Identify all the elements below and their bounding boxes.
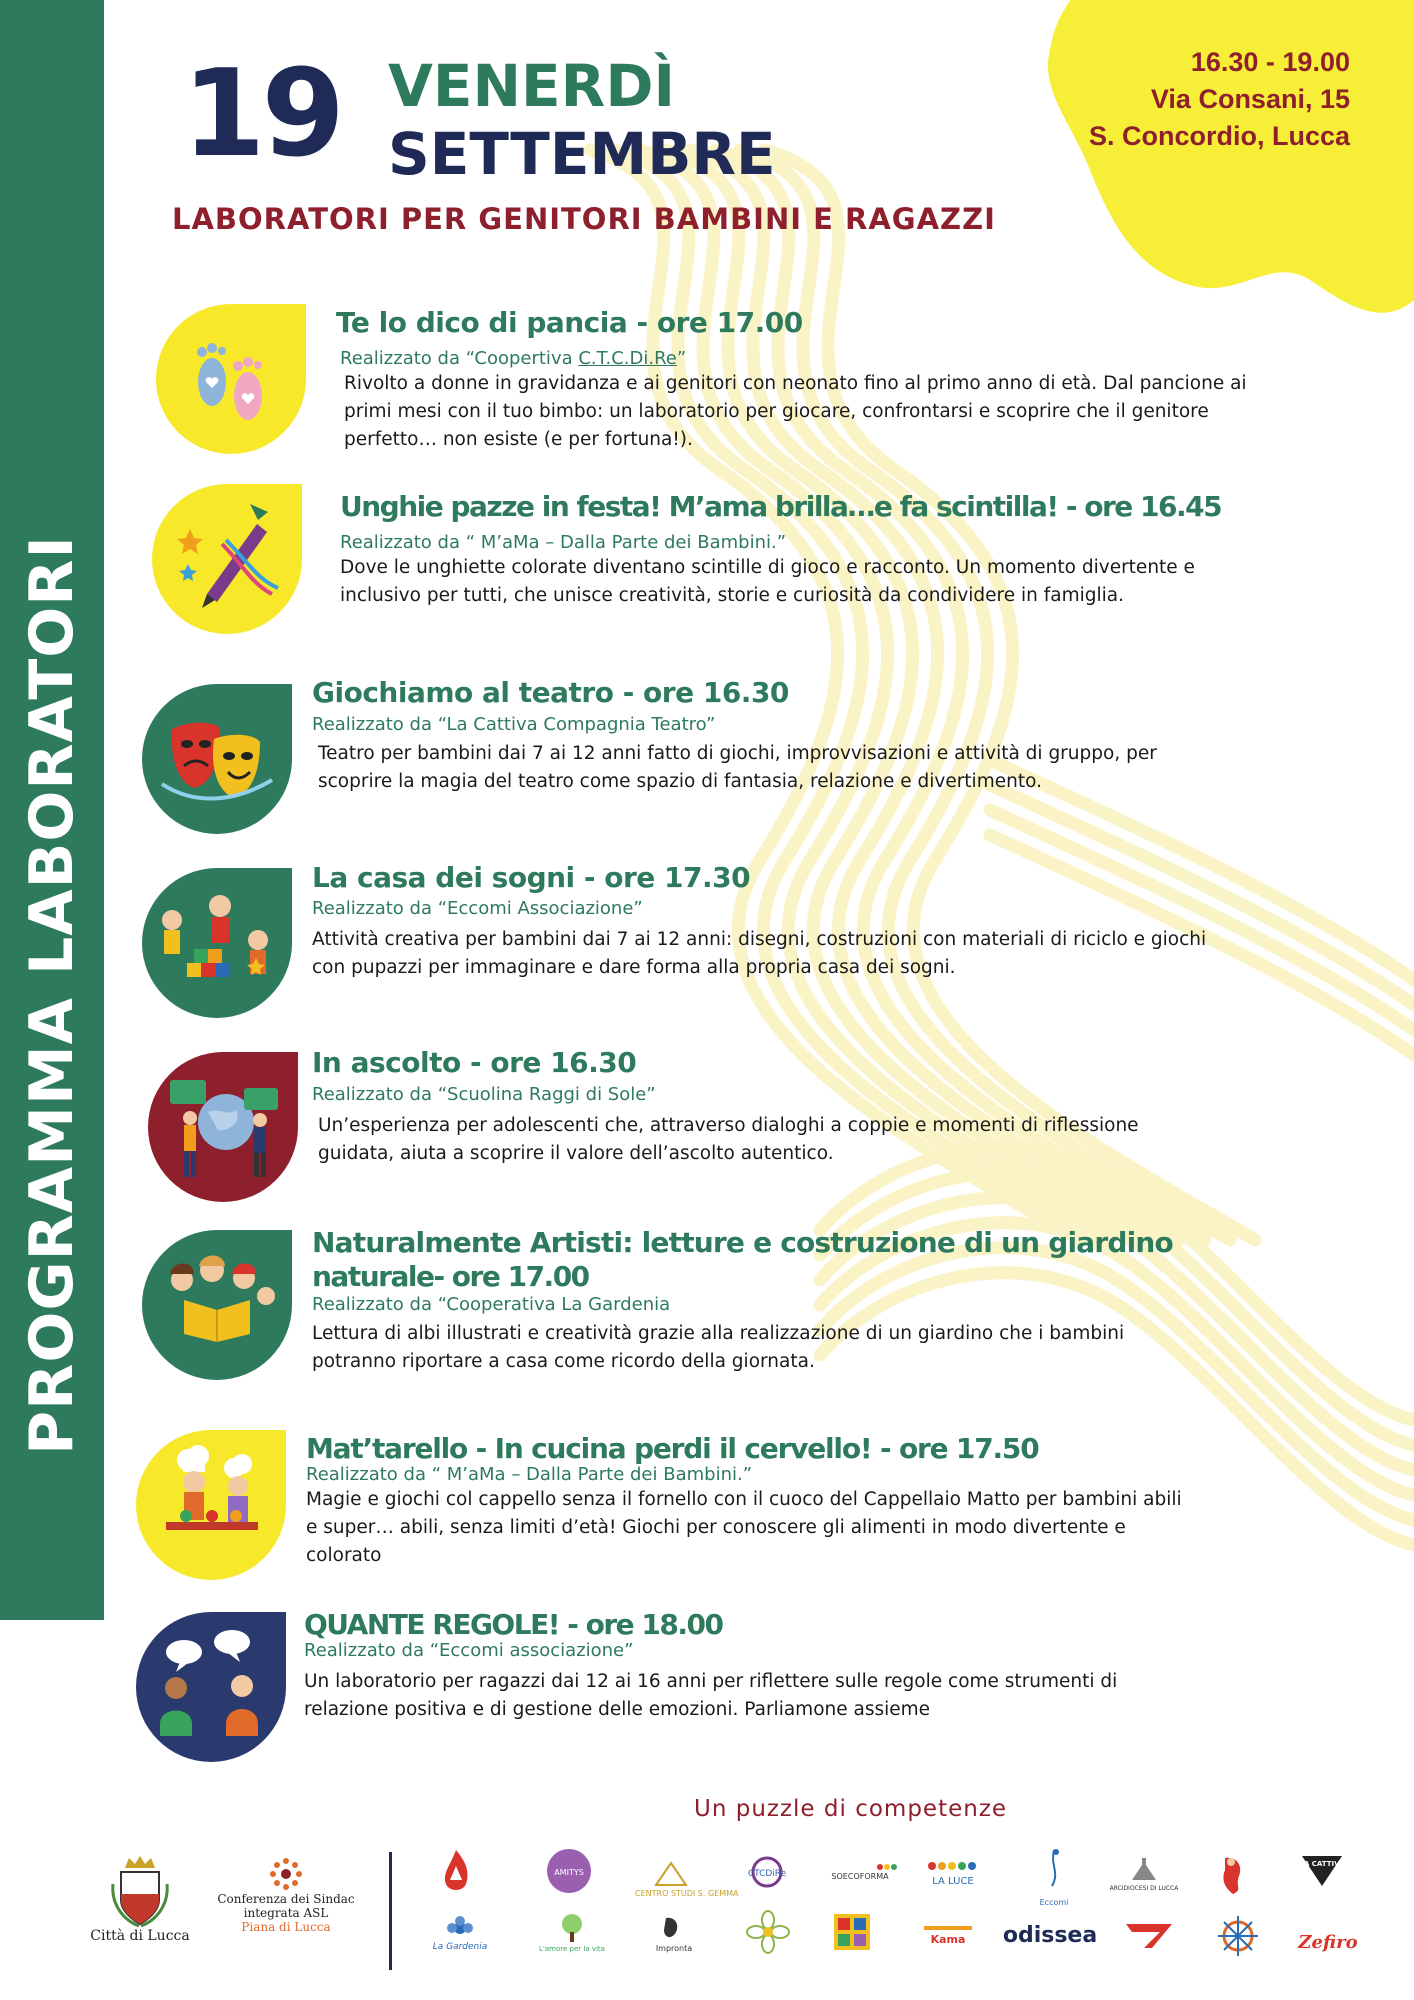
activity-3-title: Giochiamo al teatro - ore 16.30 [312,676,789,709]
activity-4-org: Realizzato da “Eccomi Associazione” [312,898,643,919]
activity-3-org: Realizzato da “La Cattiva Compagnia Teatro” [312,714,716,735]
partner-logo-santa-gemma: CENTRO STUDI S. GEMMA [635,1855,707,1899]
kids-reading-icon [142,1230,292,1380]
partner-logo-eccomi: Eccomi [1018,1846,1090,1908]
activity-5-title: In ascolto - ore 16.30 [312,1046,637,1079]
activity-8-description: Un laboratorio per ragazzi dai 12 ai 16 anni per riflettere sulle regole come strumenti di relazione positiva e di gestione delle emozioni. Parliamone assieme [304,1671,1118,1720]
activity-1-description: Rivolto a donne in gravidanza e ai genitori con neonato fino al primo anno di età. Dal pancione ai primi mesi con il tuo bimbo: un laboratorio per giocare, confrontarsi e scoprire che il genitore perfetto… non esiste (e per fortuna!). [344,373,1247,450]
partner-logo-soecoforma [817,1862,903,1882]
partner-logo-amitys [533,1848,605,1894]
partner-logo-la-luce [915,1858,991,1888]
partner-logo-red-figure [1197,1852,1269,1896]
partner-logo-amore-per-la-vita: L'amore per la vita [532,1912,612,1954]
activity-2-org: Realizzato da “ M’aMa – Dalla Parte dei Bambini.” [340,532,787,553]
day-number: 19 [182,45,341,184]
dialogue-globe-icon [148,1052,298,1202]
subtitle: LABORATORI PER GENITORI BAMBINI E RAGAZZI [172,202,996,236]
activity-6-org: Realizzato da “Cooperativa La Gardenia [312,1294,671,1315]
partner-logo-red-swoosh [1114,1918,1186,1952]
activity-1-org: Realizzato da “Coopertiva C.T.C.Di.Re” [340,348,687,369]
partner-logo-flower [732,1910,804,1954]
citta-di-lucca-label: Città di Lucca [90,1928,190,1944]
conference-logo [206,1856,366,1934]
activity-5-org: Realizzato da “Scuolina Raggi di Sole” [312,1084,656,1105]
partner-logo-ctcdire [731,1855,803,1889]
activity-4-title: La casa dei sogni - ore 17.30 [312,861,751,894]
activity-8-org: Realizzato da “Eccomi associazione” [304,1640,634,1661]
activity-5-description: Un’esperienza per adolescenti che, attraverso dialoghi a coppie e momenti di riflessione guidata, aiuta a scoprire il valore dell’ascolto autentico. [318,1115,1139,1164]
footer-divider [389,1852,392,1970]
weekday: VENERDÌ [388,52,676,120]
conference-line1: Conferenza dei Sindac [217,1892,355,1906]
event-info [1089,44,1350,155]
activity-1-org-link[interactable]: C.T.C.Di.Re [578,348,677,369]
activity-2-title: Unghie pazze in festa! M’ama brilla…e fa scintilla! - ore 16.45 [340,490,1222,523]
partner-logo-zefiro [1288,1926,1368,1954]
conference-line2: integrata ASL [243,1906,329,1920]
svg-text:Kama: Kama [930,1933,966,1946]
sparkle-pen-icon [152,484,302,634]
partner-logo-colorful-house [816,1910,888,1954]
sidebar-title: PROGRAMMA LABORATORI [17,535,87,1455]
baby-feet-icon [156,304,306,454]
partner-logo-kama [912,1922,984,1946]
citta-di-lucca-logo [70,1854,210,1944]
partner-logo-wheel [1202,1912,1274,1960]
svg-text:SOECOFORMA: SOECOFORMA [831,1872,889,1881]
partner-logo-impronta: Impronta [638,1914,710,1954]
partner-logo-cattiva-compagnia [1286,1848,1358,1888]
kids-blocks-icon [142,868,292,1018]
conference-line3: Piana di Lucca [241,1920,331,1934]
activity-7-title: Mat’tarello - In cucina perdi il cervello! - ore 17.50 [306,1432,1039,1465]
partner-logo-flame [420,1848,492,1896]
svg-text:odissea: odissea [1002,1923,1098,1948]
activity-4-description: Attività creativa per bambini dai 7 ai 12 anni: disegni, costruzioni con materiali di riciclo e giochi con pupazzi per immaginare e dare forma alla propria casa dei sogni. [312,929,1207,978]
event-street: Via Consani, 15 [1150,84,1350,114]
activity-6-title-line2: naturale- ore 17.00 [312,1260,589,1293]
activity-6-title-line1: Naturalmente Artisti: letture e costruzione di un giardino [312,1226,1173,1259]
svg-text:CTCDiRe: CTCDiRe [747,1869,787,1879]
sidebar-band [0,0,104,1620]
partner-logo-arcidiocesi: ARCIDIOCESI DI LUCCA [1108,1856,1180,1894]
kids-cooking-icon [136,1430,286,1580]
activity-6-description: Lettura di albi illustrati e creatività grazie alla realizzazione di un giardino che i bambini potranno riportare a casa come ricordo della giornata. [312,1323,1125,1372]
month: SETTEMBRE [388,120,776,188]
activity-7-description: Magie e giochi col cappello senza il fornello con il cuoco del Cappellaio Matto per bambini abili e super… abili, senza limiti d’età! Giochi per conoscere gli alimenti in modo divertente e colorato [306,1489,1182,1566]
svg-text:LA LUCE: LA LUCE [932,1876,974,1887]
tagline: Un puzzle di competenze [694,1796,1008,1822]
event-place: S. Concordio, Lucca [1088,121,1350,151]
partner-logo-odissea [1002,1920,1098,1950]
partner-logo-la-gardenia: La Gardenia [424,1916,496,1952]
svg-text:AMITYS: AMITYS [554,1868,584,1877]
svg-text:LA CATTIVA: LA CATTIVA [1299,1860,1345,1868]
theater-masks-icon [142,684,292,834]
activity-2-description: Dove le unghiette colorate diventano scintille di gioco e racconto. Un momento divertente e inclusivo per tutti, che unisce creatività, storie e curiosità da condividere in famiglia. [340,557,1195,606]
event-time: 16.30 - 19.00 [1190,47,1350,77]
activity-3-description: Teatro per bambini dai 7 ai 12 anni fatto di giochi, improvvisazioni e attività di gruppo, per scoprire la magia del teatro come spazio di fantasia, relazione e divertimento. [318,743,1157,792]
svg-text:Zefiro: Zefiro [1298,1932,1358,1953]
speech-bubbles-icon [136,1612,286,1762]
activity-8-title: QUANTE REGOLE! - ore 18.00 [304,1608,723,1641]
activity-1-title: Te lo dico di pancia - ore 17.00 [336,306,803,339]
activity-7-org: Realizzato da “ M’aMa – Dalla Parte dei Bambini.” [306,1464,753,1485]
